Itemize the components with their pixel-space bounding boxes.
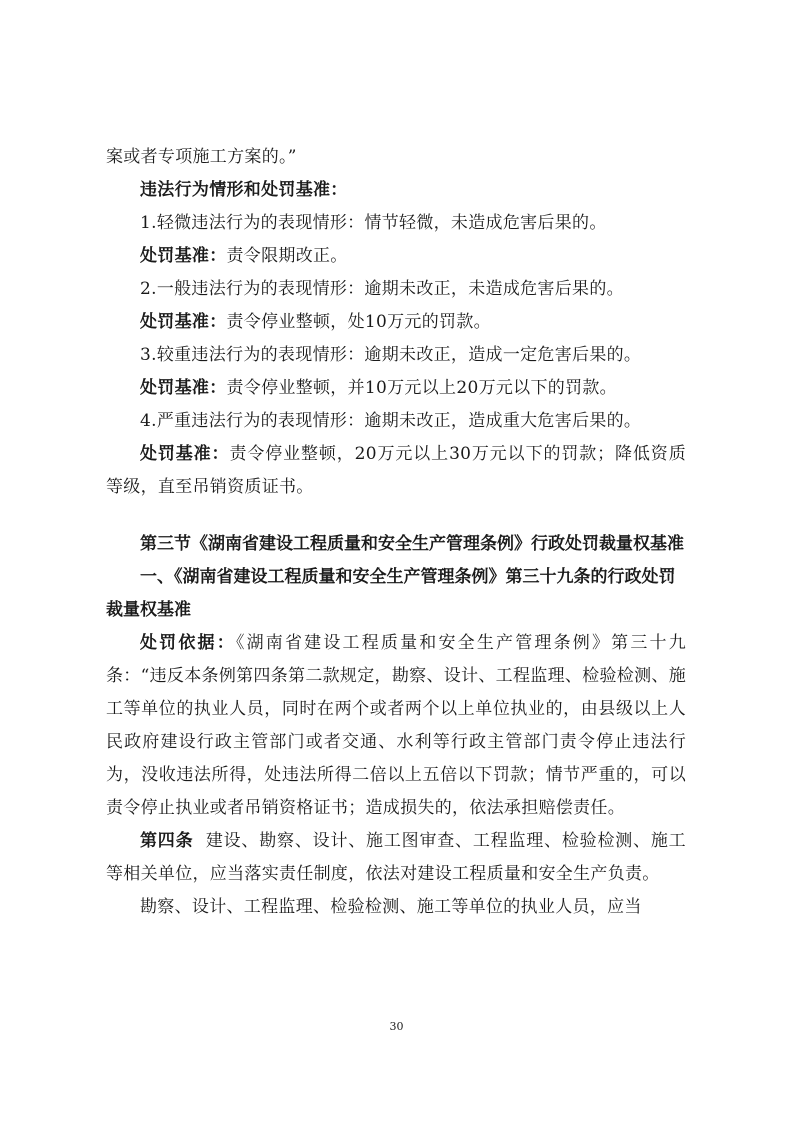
article-text: 建设、勘察、设计、施工图审查、工程监理、检验检测、施工等相关单位，应当落实责任制度，依法对建设工程质量和安全生产负责。 xyxy=(106,831,686,884)
basis-text: 《湖南省建设工程质量和安全生产管理条例》第三十九条：“违反本条例第四条第二款规定，勘察、设计、工程监理、检验检测、施工等单位的执业人员，同时在两个或者两个以上单位执业的，由县级以上人民政府建设行政主管部门或者交通、水利等行政主管部门责令停止违法行为，没收违法所得，处违法所得二倍以上五倍以下罚款；情节严重的，可以责令停止执业或者吊销资格证书；造成损失的，依法承担赔偿责任。 xyxy=(106,633,687,818)
minor-penalty-standard xyxy=(106,240,686,273)
section-spacer xyxy=(106,504,686,528)
basis-label: 处罚依据： xyxy=(140,633,236,653)
penalty-text: 责令限期改正。 xyxy=(226,246,348,266)
penalty-text: 责令停业整顿，处10万元的罚款。 xyxy=(226,312,491,332)
minor-violation-item: 1.轻微违法行为的表现情形：情节轻微，未造成危害后果的。 xyxy=(140,213,607,233)
penalty-text: 责令停业整顿，并10万元以上20万元以下的罚款。 xyxy=(226,378,617,398)
page-number: 30 xyxy=(389,1020,404,1033)
severe-penalty-standard xyxy=(106,438,686,504)
document-body xyxy=(106,141,686,924)
violation-criteria-heading: 违法行为情形和处罚基准： xyxy=(140,180,348,200)
general-penalty-standard xyxy=(106,306,686,339)
penalty-basis-paragraph xyxy=(106,627,686,825)
penalty-label: 处罚基准： xyxy=(140,378,227,398)
severe-violation-item: 4.严重违法行为的表现情形：逾期未改正，造成重大危害后果的。 xyxy=(140,411,642,431)
penalty-label: 处罚基准： xyxy=(140,444,230,464)
general-violation-item: 2.一般违法行为的表现情形：逾期未改正，未造成危害后果的。 xyxy=(140,279,624,299)
serious-penalty-standard xyxy=(106,372,686,405)
serious-violation-item: 3.较重违法行为的表现情形：逾期未改正，造成一定危害后果的。 xyxy=(140,345,642,365)
section-title: 第三节《湖南省建设工程质量和安全生产管理条例》行政处罚裁量权基准 xyxy=(140,534,684,554)
paragraph-continuation: 案或者专项施工方案的。” xyxy=(106,147,297,167)
penalty-text: 责令停业整顿，20万元以上30万元以下的罚款；降低资质等级，直至吊销资质证书。 xyxy=(106,444,686,497)
penalty-label: 处罚基准： xyxy=(140,312,227,332)
article-four-continuation: 勘察、设计、工程监理、检验检测、施工等单位的执业人员，应当 xyxy=(140,897,642,917)
article-label: 第四条 xyxy=(140,831,194,851)
penalty-label: 处罚基准： xyxy=(140,246,227,266)
subsection-title: 一、《湖南省建设工程质量和安全生产管理条例》第三十九条的行政处罚裁量权基准 xyxy=(106,567,676,620)
article-four-paragraph xyxy=(106,825,686,891)
